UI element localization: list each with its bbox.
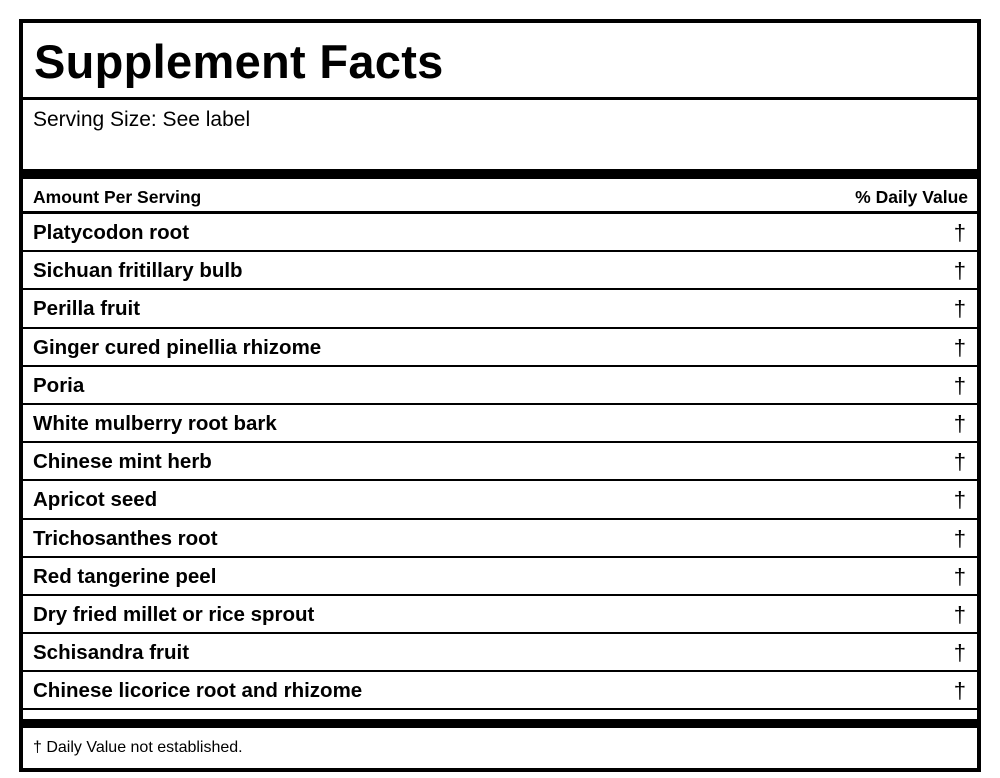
ingredient-name: Trichosanthes root <box>33 526 218 550</box>
ingredient-row <box>23 290 977 328</box>
daily-value-dagger: † <box>953 525 966 551</box>
daily-value-dagger: † <box>953 601 966 627</box>
ingredient-row <box>23 405 977 443</box>
ingredient-name: Schisandra fruit <box>33 641 190 665</box>
bottom-divider-bar <box>23 719 977 728</box>
footnote: † Daily Value not established. <box>33 739 243 756</box>
daily-value-dagger: † <box>953 334 966 360</box>
supplement-facts-label <box>19 19 981 772</box>
ingredient-row <box>23 558 977 596</box>
ingredient-name: Red tangerine peel <box>33 564 217 588</box>
ingredient-row <box>23 329 977 367</box>
title-box <box>23 23 977 100</box>
top-divider-bar <box>23 169 977 179</box>
ingredient-name: Platycodon root <box>33 221 190 244</box>
ingredient-name: Dry fried millet or rice sprout <box>33 602 315 626</box>
daily-value-dagger: † <box>953 487 966 513</box>
ingredient-name: Perilla fruit <box>33 297 141 321</box>
daily-value-header: % Daily Value <box>855 187 968 207</box>
daily-value-dagger: † <box>953 372 966 398</box>
ingredient-name: Chinese mint herb <box>33 450 212 474</box>
column-header-row <box>23 179 977 214</box>
ingredient-row <box>23 672 977 710</box>
serving-size: Serving Size: See label <box>33 108 251 131</box>
amount-per-serving-header: Amount Per Serving <box>33 187 202 207</box>
ingredient-row <box>23 596 977 634</box>
ingredient-row <box>23 481 977 519</box>
ingredient-name: Sichuan fritillary bulb <box>33 259 243 283</box>
daily-value-dagger: † <box>953 258 966 284</box>
daily-value-dagger: † <box>953 220 966 245</box>
ingredient-name: Apricot seed <box>33 488 158 512</box>
daily-value-dagger: † <box>953 410 966 436</box>
label-title: Supplement Facts <box>34 35 444 88</box>
ingredient-row <box>23 443 977 481</box>
daily-value-dagger: † <box>953 640 966 666</box>
ingredient-row <box>23 367 977 405</box>
ingredient-row <box>23 520 977 558</box>
daily-value-dagger: † <box>953 449 966 475</box>
ingredient-name: Ginger cured pinellia rhizome <box>33 335 322 359</box>
ingredient-list <box>23 214 977 710</box>
daily-value-dagger: † <box>953 296 966 322</box>
daily-value-dagger: † <box>953 563 966 589</box>
ingredient-row <box>23 252 977 290</box>
daily-value-dagger: † <box>953 678 966 704</box>
ingredient-name: White mulberry root bark <box>33 411 277 435</box>
ingredient-row <box>23 634 977 672</box>
ingredient-name: Poria <box>33 373 85 397</box>
ingredient-name: Chinese licorice root and rhizome <box>33 679 363 703</box>
ingredient-row <box>23 214 977 252</box>
